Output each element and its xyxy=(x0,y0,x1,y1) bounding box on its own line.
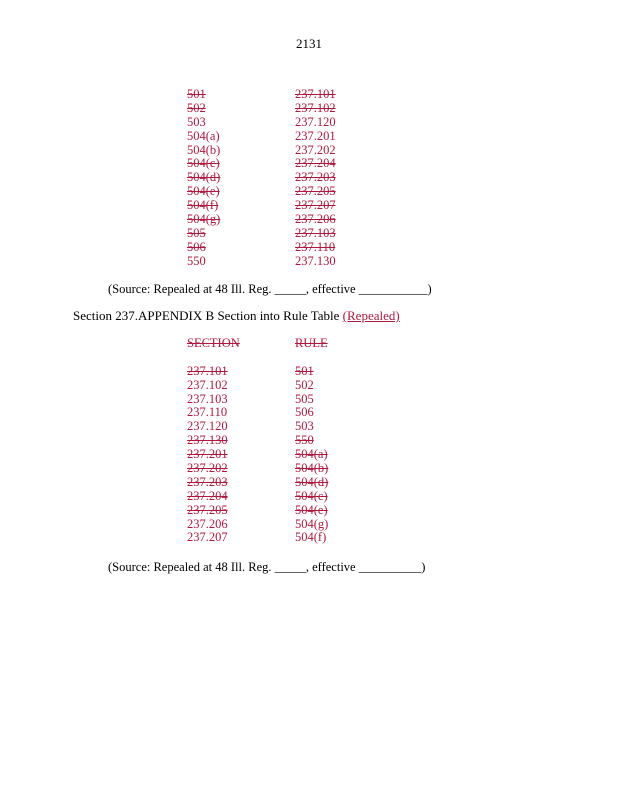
header-spacer xyxy=(187,351,415,365)
table-row xyxy=(187,185,415,199)
table-cell-right: 502 xyxy=(295,377,314,392)
table-row xyxy=(187,504,415,518)
table-cell-left: 504(d) xyxy=(187,170,221,185)
table-row xyxy=(187,88,415,102)
table-cell-right: 504(a) xyxy=(295,447,328,462)
table-row xyxy=(187,102,415,116)
table-row xyxy=(187,171,415,185)
table-row xyxy=(187,531,415,545)
source-note-2: (Source: Repealed at 48 Ill. Reg. _____, effective __________) xyxy=(108,560,426,574)
table-cell-left: 237.203 xyxy=(187,474,228,489)
table-cell-left: 237.101 xyxy=(187,363,228,378)
table-cell-left: 237.102 xyxy=(187,377,228,392)
table-cell-right: 504(g) xyxy=(295,516,329,531)
table-row xyxy=(187,365,415,379)
table-cell-right: 237.120 xyxy=(295,114,336,129)
table-cell-right: 504(f) xyxy=(295,530,327,545)
table-cell-right: 237.207 xyxy=(295,198,336,213)
table-cell-right: 504(d) xyxy=(295,474,329,489)
table-cell-right: 505 xyxy=(295,391,314,406)
table-cell-right: 503 xyxy=(295,419,314,434)
table-cell-right: 237.103 xyxy=(295,225,336,240)
table-cell-right: 237.206 xyxy=(295,212,336,227)
table-cell-left: 501 xyxy=(187,87,206,101)
table-cell-right: 506 xyxy=(295,405,314,420)
table-cell-left: 237.204 xyxy=(187,488,228,503)
section-to-rule-table xyxy=(187,337,415,545)
table-row xyxy=(187,241,415,255)
table-cell-left: 504(a) xyxy=(187,128,220,143)
table-cell-left: 504(b) xyxy=(187,142,221,157)
table-cell-left: 237.130 xyxy=(187,433,228,448)
table-cell-right: 237.202 xyxy=(295,142,336,157)
table-row xyxy=(187,490,415,504)
section-heading-label: Section 237.APPENDIX B Section into Rule Table xyxy=(73,308,343,323)
table-cell-left: 502 xyxy=(187,100,206,115)
header-rule: RULE xyxy=(295,336,328,350)
table-row xyxy=(187,420,415,434)
table-cell-left: 504(g) xyxy=(187,212,221,227)
table-row xyxy=(187,157,415,171)
table-cell-left: 237.110 xyxy=(187,405,228,420)
table-cell-right: 504(e) xyxy=(295,502,328,517)
table-cell-right: 237.205 xyxy=(295,184,336,199)
table-cell-right: 504(c) xyxy=(295,488,328,503)
table-cell-left: 237.207 xyxy=(187,530,228,545)
table-cell-right: 237.102 xyxy=(295,100,336,115)
table-row xyxy=(187,116,415,130)
table-cell-left: 505 xyxy=(187,225,206,240)
table-cell-left: 503 xyxy=(187,114,206,129)
table-row xyxy=(187,462,415,476)
table-cell-left: 237.103 xyxy=(187,391,228,406)
table-cell-right: 237.201 xyxy=(295,128,336,143)
table-cell-right: 237.130 xyxy=(295,253,336,268)
table-cell-left: 237.120 xyxy=(187,419,228,434)
table-row xyxy=(187,213,415,227)
table-row xyxy=(187,434,415,448)
repealed-marker: (Repealed) xyxy=(342,308,400,323)
table-cell-right: 237.101 xyxy=(295,87,336,101)
table-row xyxy=(187,379,415,393)
table-row xyxy=(187,255,415,269)
table-cell-left: 506 xyxy=(187,239,206,254)
table-cell-right: 237.203 xyxy=(295,170,336,185)
table-cell-left: 504(f) xyxy=(187,198,219,213)
table-cell-right: 237.204 xyxy=(295,156,336,171)
section-heading xyxy=(73,308,400,324)
table-row xyxy=(187,476,415,490)
table-cell-right: 237.110 xyxy=(295,239,336,254)
table-cell-left: 504(e) xyxy=(187,184,220,199)
source-note: (Source: Repealed at 48 Ill. Reg. _____, effective ___________) xyxy=(108,282,432,296)
table-cell-right: 550 xyxy=(295,433,314,448)
table-cell-left: 237.206 xyxy=(187,516,228,531)
table-row xyxy=(187,448,415,462)
table-cell-right: 504(b) xyxy=(295,461,329,476)
table-header xyxy=(187,337,415,351)
table-row xyxy=(187,406,415,420)
table-cell-left: 237.201 xyxy=(187,447,228,462)
header-section: SECTION xyxy=(187,336,240,350)
table-row xyxy=(187,227,415,241)
table-cell-left: 237.202 xyxy=(187,461,228,476)
page-number: 2131 xyxy=(296,36,322,51)
table-row xyxy=(187,130,415,144)
table-row xyxy=(187,393,415,407)
table-cell-right: 501 xyxy=(295,363,314,378)
table-row xyxy=(187,144,415,158)
table-cell-left: 237.205 xyxy=(187,502,228,517)
table-row xyxy=(187,518,415,532)
rule-to-section-table xyxy=(187,88,415,269)
table-cell-left: 550 xyxy=(187,253,206,268)
table-cell-left: 504(c) xyxy=(187,156,220,171)
table-row xyxy=(187,199,415,213)
